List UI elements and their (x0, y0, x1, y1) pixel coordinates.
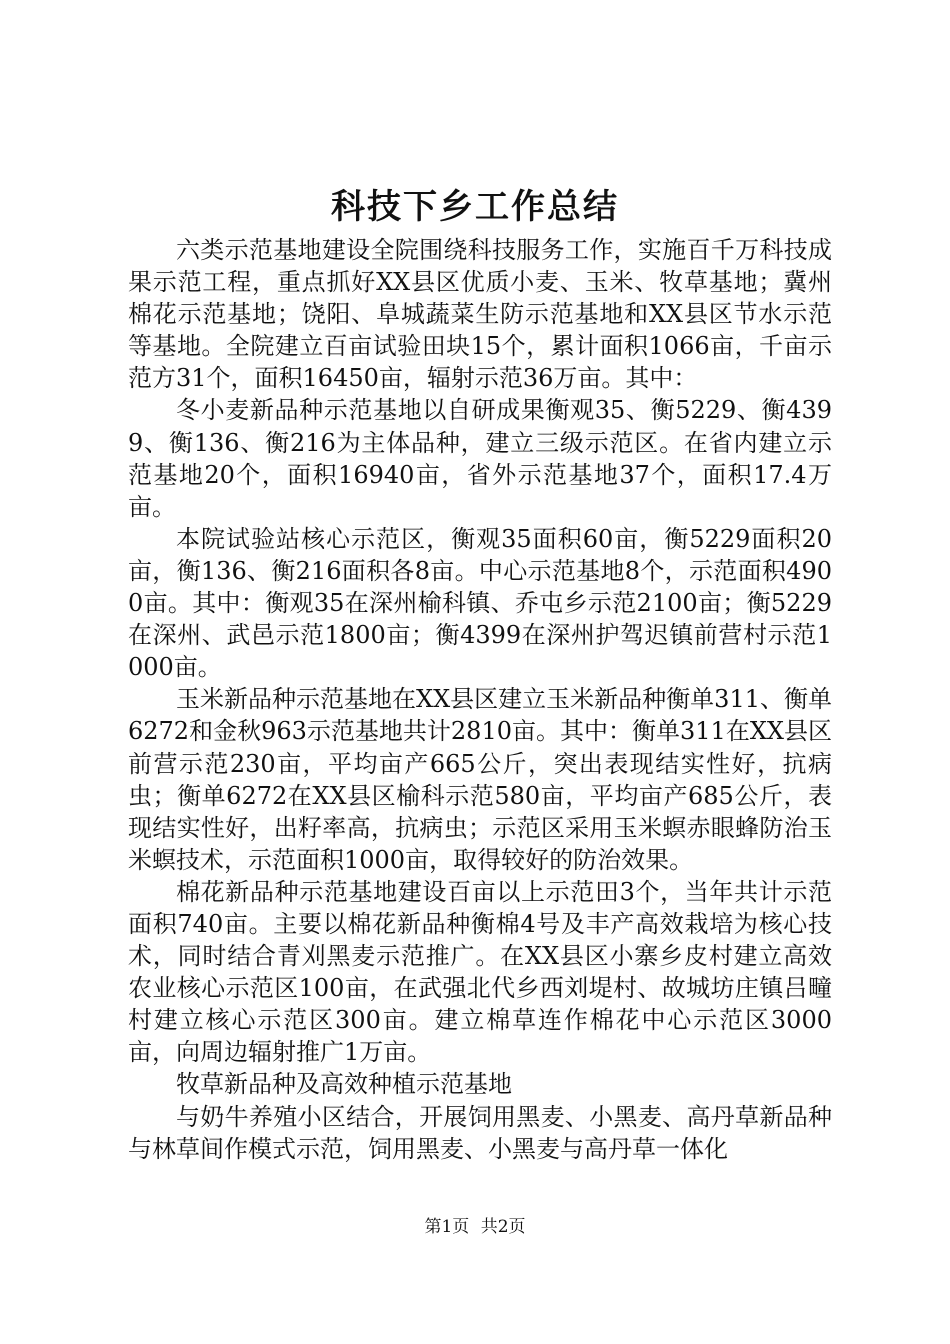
paragraph-forage-heading: 牧草新品种及高效种植示范基地 (176, 1070, 512, 1099)
page-total: 共2页 (480, 1217, 526, 1237)
document-body (128, 234, 832, 1165)
page-footer (0, 1216, 950, 1238)
paragraph-demo-bases: 六类示范基地建设全院围绕科技服务工作，实施百千万科技成果示范工程，重点抓好XX县区优质小麦、玉米、牧草基地；冀州棉花示范基地；饶阳、阜城蔬菜生防示范基地和XX县区节水示范等基地。全院建立百亩试验田块15个，累计面积1066亩，千亩示范方31个，面积16450亩，辐射示范36万亩。其中： (128, 236, 832, 393)
page-title: 科技下乡工作总结 (331, 187, 619, 227)
page-number: 第1页 (424, 1217, 470, 1237)
paragraph-core-demo-area: 本院试验站核心示范区，衡观35面积60亩，衡5229面积20亩，衡136、衡216面积各8亩。中心示范基地8个，示范面积4900亩。其中：衡观35在深州榆科镇、乔屯乡示范2100亩；衡5229在深州、武邑示范1800亩；衡4399在深州护驾迟镇前营村示范1000亩。 (128, 524, 832, 682)
paragraph-forage: 与奶牛养殖小区结合，开展饲用黑麦、小黑麦、高丹草新品种与林草间作模式示范，饲用黑麦、小黑麦与高丹草一体化 (128, 1102, 832, 1163)
paragraph-corn: 玉米新品种示范基地在XX县区建立玉米新品种衡单311、衡单6272和金秋963示范基地共计2810亩。其中：衡单311在XX县区前营示范230亩，平均亩产665公斤，突出表现结实性好，抗病虫；衡单6272在XX县区榆科示范580亩，平均亩产685公斤，表现结实性好，出籽率高，抗病虫；示范区采用玉米螟赤眼蜂防治玉米螟技术，示范面积1000亩，取得较好的防治效果。 (128, 685, 832, 874)
paragraph-cotton: 棉花新品种示范基地建设百亩以上示范田3个，当年共计示范面积740亩。主要以棉花新品种衡棉4号及丰产高效栽培为核心技术，同时结合青刈黑麦示范推广。在XX县区小寨乡皮村建立高效农业核心示范区100亩，在武强北代乡西刘堤村、故城坊庄镇吕疃村建立核心示范区300亩。建立棉草连作棉花中心示范区3000亩，向周边辐射推广1万亩。 (128, 877, 832, 1067)
paragraph-winter-wheat: 冬小麦新品种示范基地以自研成果衡观35、衡5229、衡4399、衡136、衡216为主体品种，建立三级示范区。在省内建立示范基地20个，面积16940亩，省外示范基地37个，面积17.4万亩。 (128, 396, 832, 521)
